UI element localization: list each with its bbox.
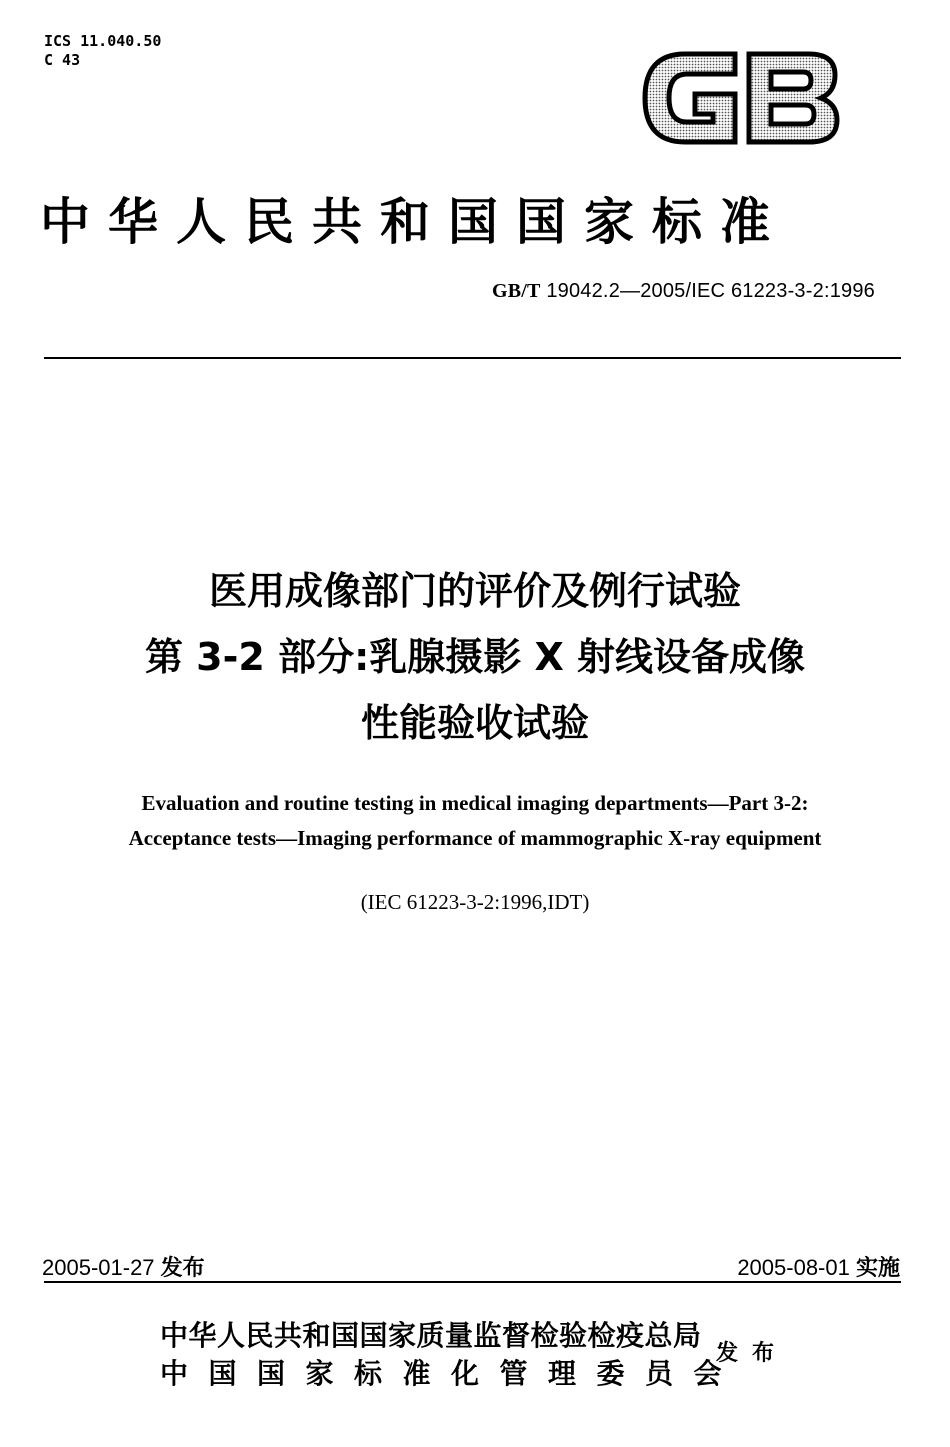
gb-logo bbox=[637, 42, 847, 154]
national-standard-title: 中华人民共和国国家标准 bbox=[40, 192, 788, 251]
english-title-line-2: Acceptance tests—Imaging performance of mammographic X-ray equipment bbox=[128, 826, 822, 850]
chinese-title bbox=[0, 558, 950, 756]
issue-date: 2005-01-27 bbox=[42, 1255, 155, 1280]
standard-number bbox=[492, 280, 875, 303]
top-divider bbox=[44, 357, 901, 359]
standard-number-rest: 19042.2—2005/IEC 61223-3-2:1996 bbox=[540, 280, 875, 302]
classification-codes bbox=[44, 32, 161, 70]
implement-label: 实施 bbox=[855, 1256, 900, 1281]
implement-date-block bbox=[737, 1251, 900, 1282]
chinese-title-line-3: 性能验收试验 bbox=[360, 701, 589, 745]
publisher-aqsiq: 中华人民共和国国家质量监督检验检疫总局 bbox=[160, 1319, 702, 1352]
bottom-divider bbox=[44, 1281, 901, 1283]
issue-date-block bbox=[42, 1251, 205, 1282]
ccs-code: C 43 bbox=[44, 51, 81, 69]
issue-label: 发布 bbox=[160, 1256, 205, 1281]
english-title bbox=[0, 786, 950, 856]
standard-number-prefix: GB/T bbox=[491, 280, 541, 302]
publisher-sac: 中国国家标准化管理委员会 bbox=[160, 1357, 743, 1390]
english-title-line-1: Evaluation and routine testing in medical imaging departments—Part 3-2: bbox=[141, 791, 809, 815]
chinese-title-line-1: 医用成像部门的评价及例行试验 bbox=[208, 569, 741, 613]
chinese-title-line-2: 第 3-2 部分:乳腺摄影 X 射线设备成像 bbox=[144, 635, 806, 679]
equivalence-note: (IEC 61223-3-2:1996,IDT) bbox=[360, 890, 590, 914]
implement-date: 2005-08-01 bbox=[737, 1255, 850, 1280]
ics-code: ICS 11.040.50 bbox=[44, 32, 162, 50]
publish-label: 发布 bbox=[716, 1341, 789, 1366]
